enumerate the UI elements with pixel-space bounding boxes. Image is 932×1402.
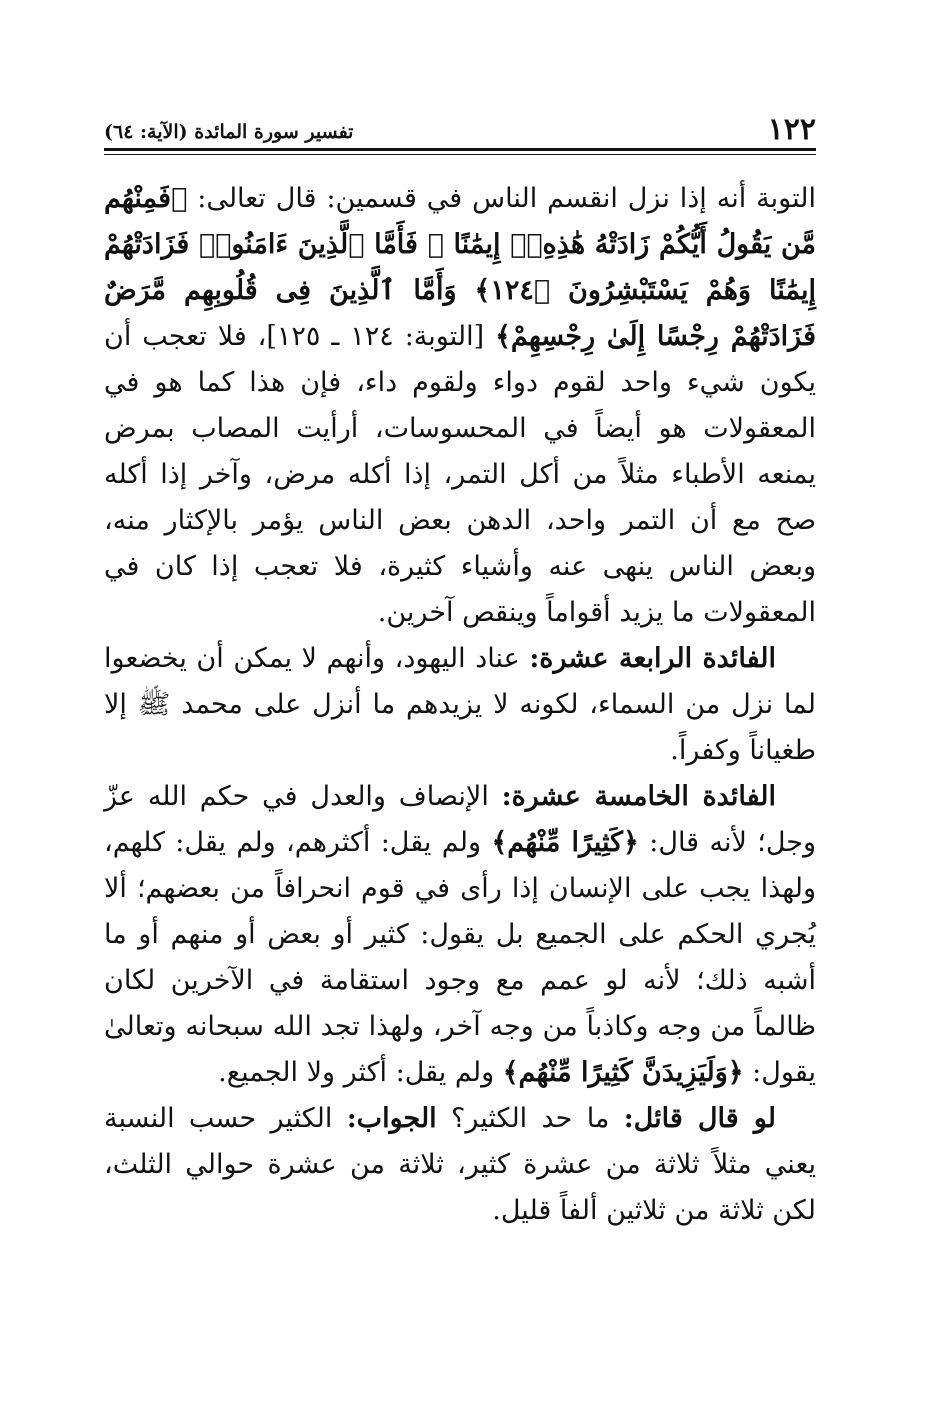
- paragraph-text: ما حد الكثير؟: [436, 1103, 624, 1134]
- page-header: [104, 112, 816, 152]
- section-lead: الفائدة الخامسة عشرة:: [501, 781, 776, 812]
- paragraph-fifteenth-benefit: [104, 774, 816, 1096]
- running-title: تفسير سورة المائدة (الآية: ٦٤): [104, 121, 354, 143]
- section-lead: الفائدة الرابعة عشرة:: [529, 643, 776, 674]
- paragraph-tawbah: [104, 176, 816, 636]
- paragraph-fourteenth-benefit: [104, 636, 816, 774]
- page-body: [104, 176, 816, 1234]
- quran-verse: ﴿كَثِيرًا مِّنْهُم﴾: [491, 827, 639, 858]
- paragraph-text: ولم يقل: أكثر ولا الجميع.: [218, 1057, 503, 1088]
- paragraph-text: عناد اليهود، وأنهم لا يمكن أن يخضعوا لما نزل من السماء، لكونه لا يزيدهم ما أنزل على محمد ﷺ إلا طغياناً وكفراً.: [104, 643, 816, 766]
- paragraph-question-answer: [104, 1096, 816, 1234]
- paragraph-text: الكثير حسب النسبة يعني مثلاً ثلاثة من عشرة كثير، ثلاثة من عشرة حوالي الثلث، لكن ثلاثة من ثلاثين ألفاً قليل.: [104, 1103, 816, 1226]
- page-number: ١٢٢: [767, 112, 816, 147]
- quran-verse: ﴿فَمِنْهُم مَّن يَقُولُ أَيُّكُمْ زَادَتْهُ هَٰذِهِۦٓ إِيمَٰنًا ۚ فَأَمَّا ٱلَّذِينَ ءَامَنُوا۟ فَزَادَتْهُمْ إِيمَٰنًا وَهُمْ يَسْتَبْشِرُونَ ﴿١٢٤﴾ وَأَمَّا ٱلَّذِينَ فِى قُلُوبِهِم مَّرَضٌ فَزَادَتْهُمْ رِجْسًا إِلَىٰ رِجْسِهِمْ﴾: [104, 183, 816, 352]
- header-rule-thin: [104, 154, 816, 155]
- paragraph-text: [التوبة: ١٢٤ ـ ١٢٥]، فلا تعجب أن يكون شيء واحد لقوم دواء ولقوم داء، فإن هذا كما هو في المعقولات هو أيضاً في المحسوسات، أرأيت المصاب بمرض يمنعه الأطباء مثلاً من أكل التمر، إذا أكله مرض، وآخر إذا أكله صح مع أن التمر واحد، الدهن بعض الناس يؤمر بالإكثار منه، وبعض الناس ينهى عنه وأشياء كثيرة، فلا تعجب إذا كان في المعقولات ما يزيد أقواماً وينقص آخرين.: [104, 321, 816, 628]
- question-lead: لو قال قائل:: [623, 1103, 776, 1134]
- paragraph-text: ولم يقل: أكثرهم، ولم يقل: كلهم، ولهذا يجب على الإنسان إذا رأى في قوم انحرافاً من بعضهم؛ ألا يُجري الحكم على الجميع بل يقول: كثير أو بعض أو منهم أو ما أشبه ذلك؛ لأنه لو عمم مع وجود استقامة في الآخرين لكان ظالماً من وجه وكاذباً من وجه آخر، ولهذا تجد الله سبحانه وتعالىٰ يقول:: [104, 827, 816, 1088]
- paragraph-text: التوبة أنه إذا نزل انقسم الناس في قسمين: قال تعالى:: [187, 183, 816, 214]
- answer-lead: الجواب:: [346, 1103, 437, 1134]
- header-rule-thick: [104, 148, 816, 151]
- paragraph-text: الإنصاف والعدل في حكم الله عزّ وجل؛ لأنه قال:: [104, 781, 816, 858]
- quran-verse: ﴿وَلَيَزِيدَنَّ كَثِيرًا مِّنْهُم﴾: [502, 1057, 744, 1088]
